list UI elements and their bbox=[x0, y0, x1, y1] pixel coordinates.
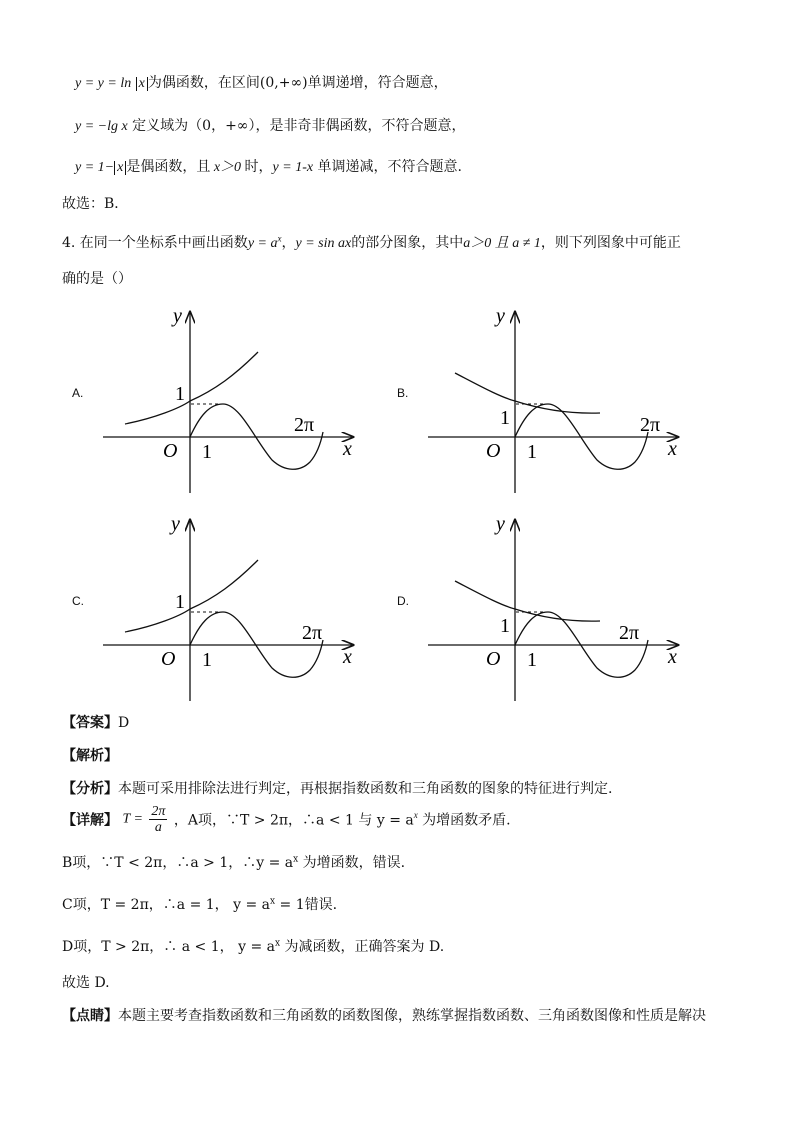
graph-c bbox=[95, 508, 365, 708]
final-choice: 故选 D. bbox=[62, 975, 110, 991]
x-label: x bbox=[668, 646, 677, 668]
graph-d bbox=[420, 508, 690, 708]
comment-line bbox=[62, 1005, 706, 1025]
b-line-post: 为增函数，错误. bbox=[298, 855, 406, 871]
graph-a bbox=[95, 300, 365, 500]
b-line-pre: B项，∵T < 2π，∴a > 1，∴y = a bbox=[62, 855, 294, 871]
option-b-label: B. bbox=[397, 386, 409, 400]
detail-a-sup: x bbox=[413, 809, 418, 820]
c-line-pre: C项，T = 2π，∴a = 1， y = a bbox=[62, 897, 271, 913]
prev-l1-rest: 为偶函数，在区间(0,+∞)单调递增，符合题意， bbox=[147, 75, 448, 91]
origin-label: O bbox=[163, 440, 178, 462]
tick-two-pi: 2π bbox=[302, 622, 323, 644]
question-fn2: y = sin ax bbox=[295, 236, 352, 251]
exp-curve bbox=[455, 581, 600, 621]
fenxi-tag: 【分析】 bbox=[62, 781, 118, 797]
prev-l3-fn: y = 1− bbox=[75, 160, 115, 175]
question-text-d: ，则下列图象中可能正 bbox=[540, 235, 681, 251]
prev-l3-fn2: y = 1-x bbox=[272, 160, 314, 175]
tick-two-pi: 2π bbox=[640, 414, 661, 436]
tick-one-x: 1 bbox=[527, 441, 537, 463]
prev-l3-rest-b: 时， bbox=[244, 159, 273, 175]
option-a-label: A. bbox=[72, 386, 84, 400]
d-line-post: 为减函数，正确答案为 D. bbox=[280, 939, 445, 955]
d-line-sup: x bbox=[274, 938, 281, 949]
comment-tag: 【点睛】 bbox=[62, 1008, 118, 1024]
detail-fraction bbox=[149, 804, 167, 835]
prev-line-2 bbox=[75, 115, 465, 135]
question-line-2: 确的是（） bbox=[62, 271, 132, 287]
answer-value: D bbox=[118, 715, 130, 731]
option-d-label: D. bbox=[397, 594, 409, 608]
x-label: x bbox=[343, 646, 352, 668]
detail-a-text: ，A项，∵T > 2π，∴a < 1 与 y = a bbox=[173, 812, 414, 829]
tick-one-y: 1 bbox=[175, 591, 185, 613]
question-line-1 bbox=[62, 232, 681, 252]
prev-line-3 bbox=[75, 156, 462, 176]
question-fn1: y = a bbox=[247, 236, 278, 251]
d-line-pre: D项，T > 2π，∴ a < 1， y = a bbox=[62, 939, 275, 955]
prev-line-1 bbox=[75, 72, 448, 92]
x-label: x bbox=[668, 438, 677, 460]
tick-one-x: 1 bbox=[527, 649, 537, 671]
prev-l2-fn: y = −lg x bbox=[75, 119, 128, 134]
prev-choose: 故选：B． bbox=[62, 196, 129, 212]
question-text-b: ， bbox=[281, 235, 296, 251]
origin-label: O bbox=[486, 648, 501, 670]
question-text-c: 的部分图象，其中 bbox=[351, 235, 464, 251]
detail-line bbox=[62, 804, 511, 835]
x-label: x bbox=[343, 438, 352, 460]
prev-l2-rest: 定义域为（0，+∞），是非奇非偶函数，不符合题意， bbox=[127, 118, 466, 134]
option-c-label: C. bbox=[72, 594, 84, 608]
answer-line bbox=[62, 712, 129, 732]
analysis-line bbox=[62, 778, 612, 798]
tick-one-y: 1 bbox=[500, 615, 510, 637]
fraction-denominator: a bbox=[154, 820, 162, 835]
b-line bbox=[62, 852, 405, 872]
question-fn1-sup: x bbox=[277, 233, 282, 244]
detail-tag: 【详解】 bbox=[62, 812, 118, 829]
analysis-tag: 【解析】 bbox=[62, 748, 118, 764]
y-label: y bbox=[173, 305, 182, 327]
exp-curve bbox=[455, 373, 600, 413]
prev-l1-abs: x bbox=[136, 77, 148, 91]
tick-two-pi: 2π bbox=[294, 414, 315, 436]
c-line-post: = 1错误. bbox=[275, 897, 338, 913]
graph-b bbox=[420, 300, 690, 500]
tick-one-x: 1 bbox=[202, 649, 212, 671]
fenxi-text: 本题可采用排除法进行判定，再根据指数函数和三角函数的图象的特征进行判定. bbox=[118, 781, 613, 797]
tick-one-x: 1 bbox=[202, 441, 212, 463]
prev-l3-cond: x＞0 bbox=[210, 160, 245, 175]
d-line bbox=[62, 936, 444, 956]
prev-l1-fn: y = y = ln bbox=[75, 76, 132, 91]
detail-t-eq: T = bbox=[122, 811, 143, 827]
answer-tag: 【答案】 bbox=[62, 715, 118, 731]
y-label: y bbox=[496, 513, 505, 535]
origin-label: O bbox=[486, 440, 501, 462]
tick-one-y: 1 bbox=[500, 407, 510, 429]
prev-l3-rest-c: 单调递减，不符合题意. bbox=[313, 159, 462, 175]
prev-l3-abs: x bbox=[114, 161, 126, 175]
comment-text: 本题主要考查指数函数和三角函数的函数图像，熟练掌握指数函数、三角函数图像和性质是解决 bbox=[118, 1008, 706, 1024]
c-line-sup: x bbox=[270, 896, 276, 907]
b-line-sup: x bbox=[293, 854, 299, 865]
question-text-a: 4. 在同一个坐标系中画出函数 bbox=[62, 235, 248, 251]
question-cond: a＞0 且 a ≠ 1 bbox=[463, 236, 541, 251]
tick-two-pi: 2π bbox=[619, 622, 640, 644]
detail-a-end: 为增函数矛盾. bbox=[417, 812, 511, 829]
y-label: y bbox=[171, 513, 180, 535]
y-label: y bbox=[496, 305, 505, 327]
fraction-numerator: 2π bbox=[151, 804, 166, 819]
tick-one-y: 1 bbox=[175, 383, 185, 405]
origin-label: O bbox=[161, 648, 176, 670]
prev-l3-rest-a: 是偶函数，且 bbox=[126, 159, 211, 175]
c-line bbox=[62, 894, 337, 914]
